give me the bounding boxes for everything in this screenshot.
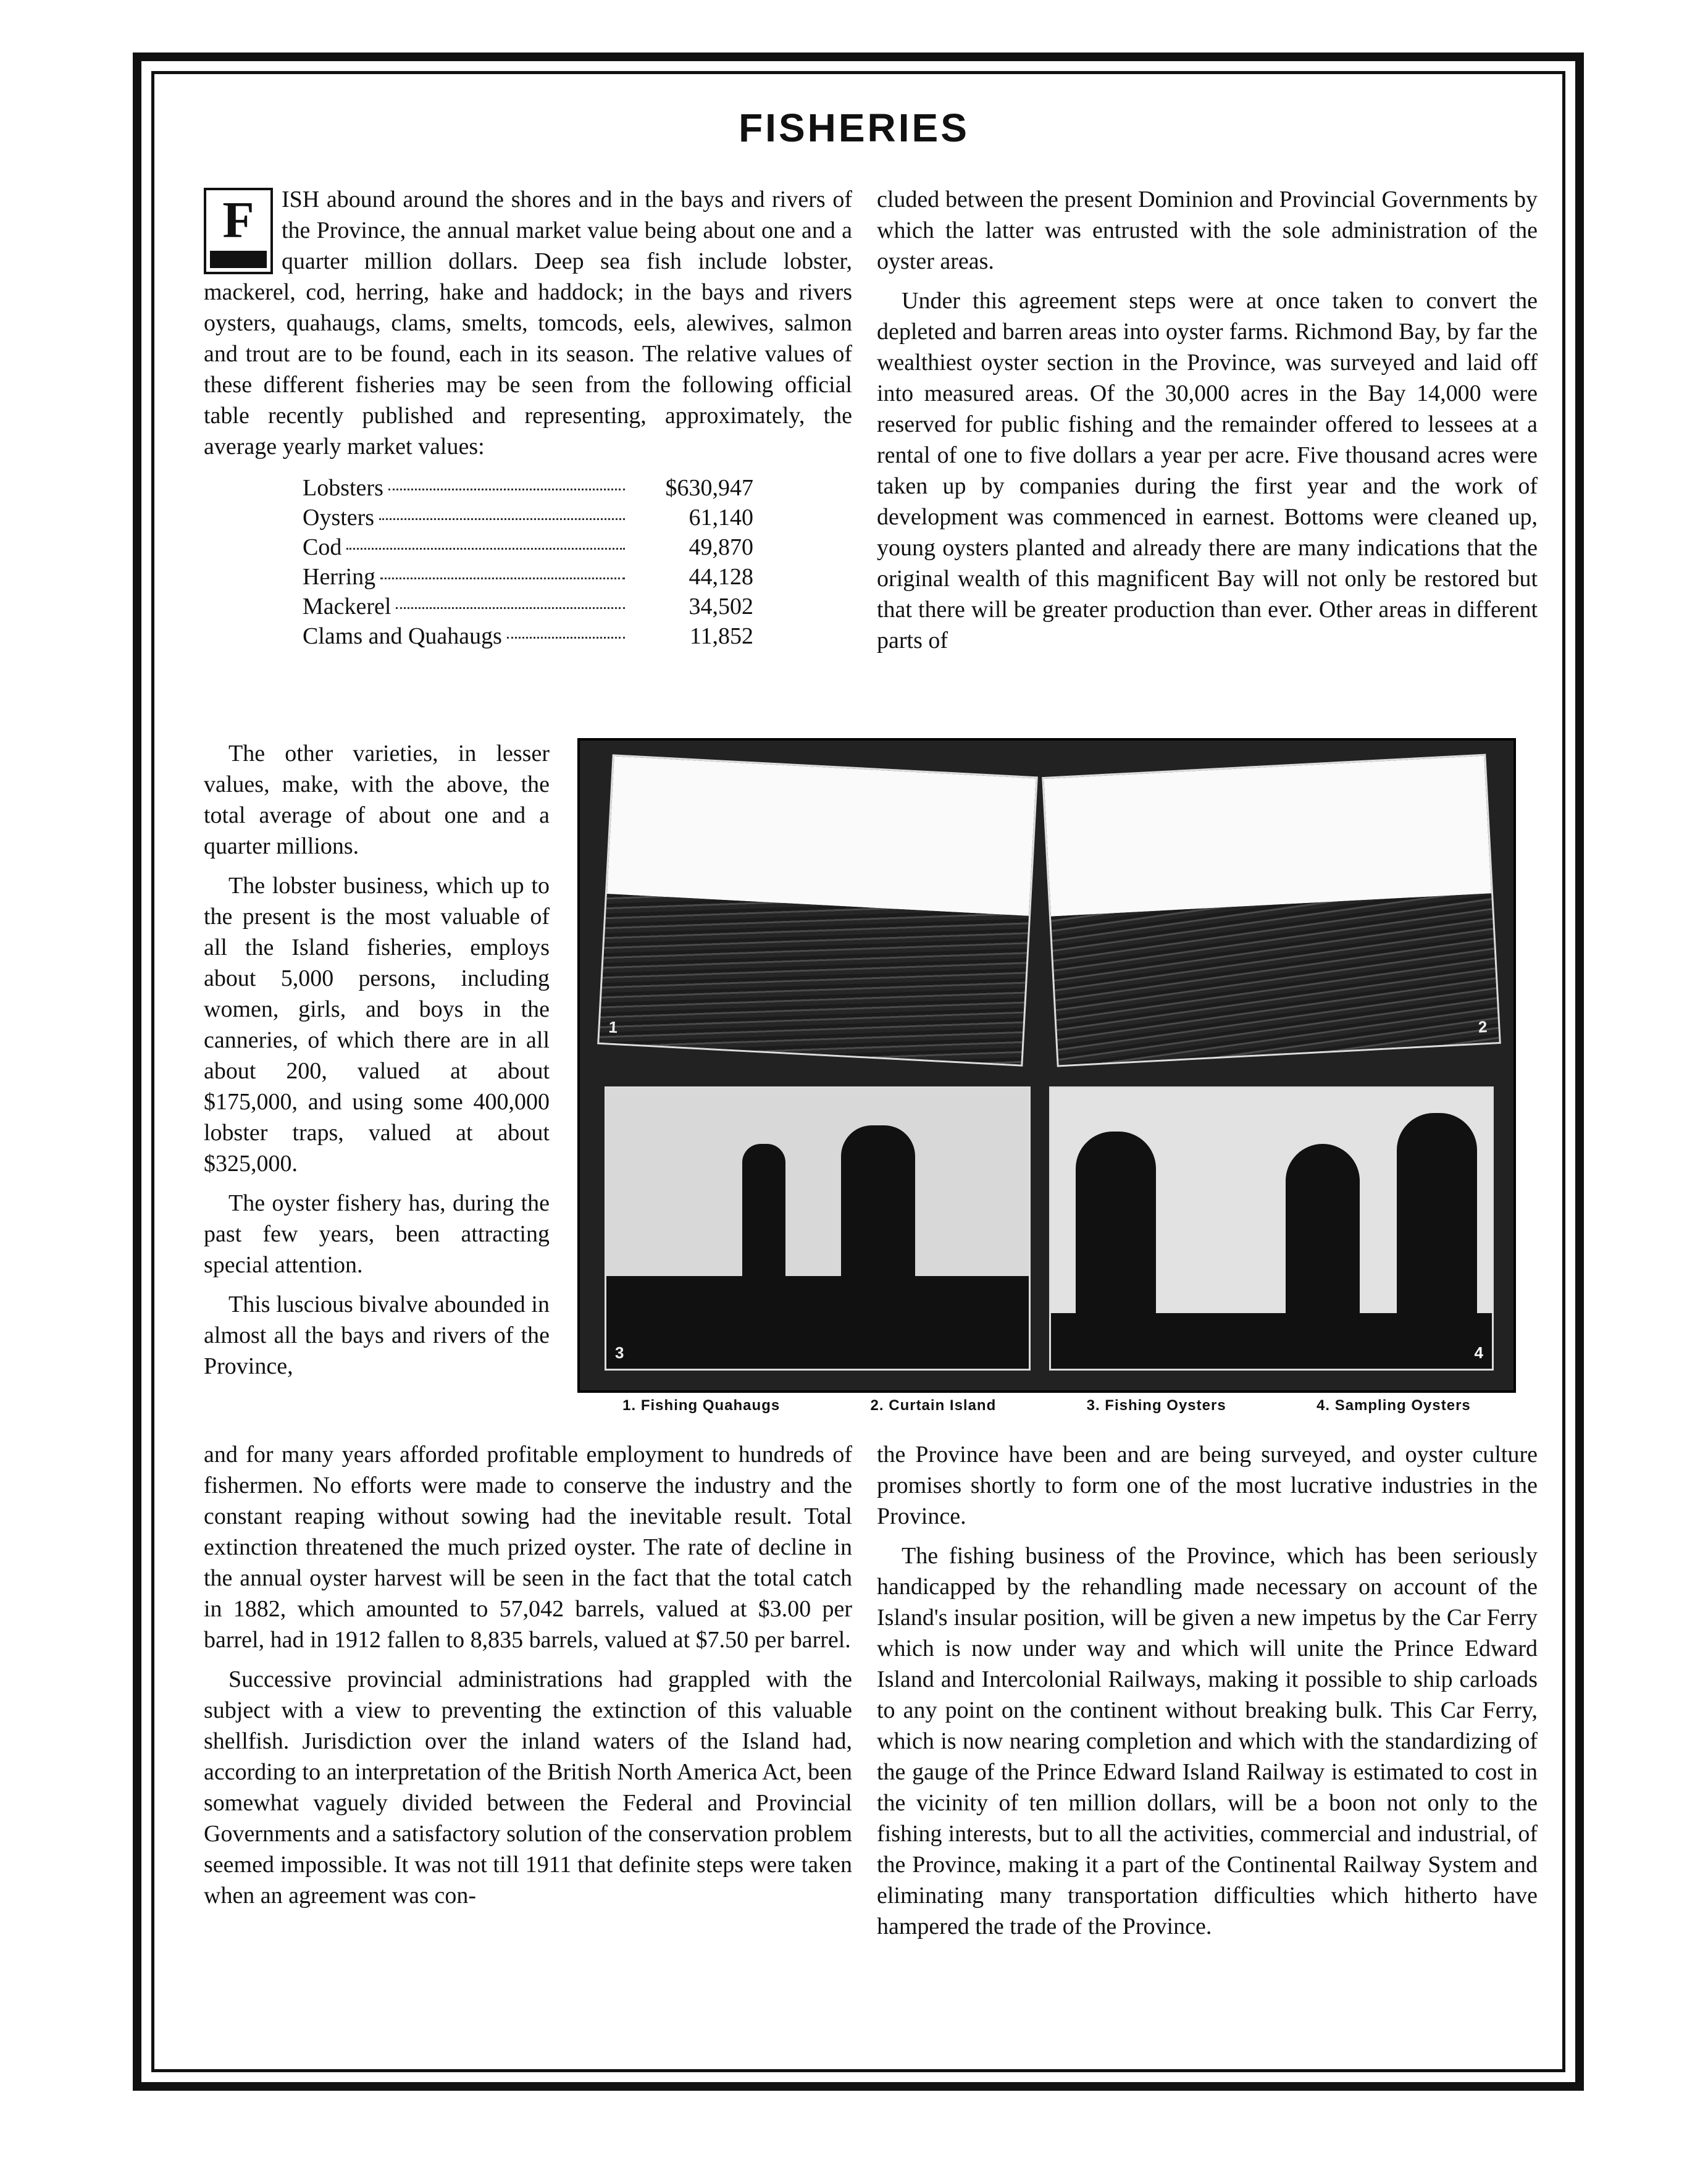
market-values-table [303, 473, 852, 651]
right-top-column [877, 184, 1538, 665]
leader-dots [388, 489, 625, 490]
bottom-left-column [204, 1439, 852, 1920]
row-value: 61,140 [689, 505, 753, 531]
paragraph: The other varieties, in lesser values, make, with the above, the total average of about one and a quarter millions. [204, 741, 550, 859]
photo-number: 3 [615, 1343, 624, 1362]
paragraph: The lobster business, which up to the present is the most valuable of all the Island fisheries, employs about 5,000 persons, including women, girls, and boys in the canneries, of which there are in all about 200, valued at about $175,000, and using some 400,000 lobster traps, valued at about $325,000. [204, 873, 550, 1177]
paragraph: Successive provincial administrations had grappled with the subject with a view to preventing the extinction of this valuable shellfish. Jurisdiction over the inland waters of the Island had, according to an interpretation of the British North America Act, been somewhat vaguely divided between the Federal and Provincial Governments and a satisfactory solution of the conservation problem seemed impossible. It was not till 1911 that definite steps were taken when an agreement was con- [204, 1666, 852, 1909]
paragraph: This luscious bivalve abounded in almost all the bays and rivers of the Province, [204, 1292, 550, 1379]
intro-paragraph: ISH abound around the shores and in the bays and rivers of the Province, the annual market value being about one and a quarter million dollars. Deep sea fish include lobster, mackerel, cod, herring, hake and haddock; in the bays and rivers oysters, quahaugs, clams, smelts, tomcods, eels, alewives, salmon and trout are to be found, each in its season. The relative values of these different fisheries may be seen from the following official table recently published and representing, approximately, the average yearly market values: [204, 187, 852, 460]
table-row [303, 562, 753, 592]
row-value: $630,947 [665, 475, 753, 501]
table-row [303, 621, 753, 651]
caption: 3. Fishing Oysters [1086, 1397, 1226, 1414]
paragraph: cluded between the present Dominion and Provincial Governments by which the latter was entrusted with the sole administration of the oyster areas. [877, 187, 1538, 274]
row-name: Mackerel [303, 594, 391, 620]
dropcap-letter: F [222, 191, 254, 249]
table-row [303, 473, 753, 503]
leader-dots [396, 607, 625, 609]
leader-dots [507, 637, 625, 639]
person-silhouette [1397, 1113, 1477, 1335]
row-name: Cod [303, 534, 342, 560]
person-silhouette [1076, 1132, 1156, 1317]
photo-collage [577, 738, 1516, 1393]
bottom-right-column [877, 1439, 1538, 1951]
photo-sampling-oysters [1049, 1086, 1494, 1371]
table-row [303, 503, 753, 532]
row-name: Herring [303, 564, 376, 590]
photo-captions [577, 1397, 1516, 1414]
page-title: FISHERIES [739, 106, 969, 150]
caption: 4. Sampling Oysters [1317, 1397, 1471, 1414]
row-name: Oysters [303, 505, 375, 531]
leader-dots [346, 548, 625, 550]
caption: 2. Curtain Island [870, 1397, 997, 1414]
leader-dots [380, 578, 625, 579]
paragraph: The oyster fishery has, during the past few years, been attracting special attention. [204, 1190, 550, 1278]
row-value: 11,852 [689, 623, 753, 649]
photo-curtain-island [1042, 754, 1501, 1067]
boat-silhouette [606, 1276, 1029, 1369]
paragraph: The fishing business of the Province, which has been seriously handicapped by the rehandling made necessary on account of the Island's insular position, will be given a new impetus by the Car Ferry which is now under way and which will unite the Prince Edward Island and Intercolonial Railways, making it possible to ship carloads to any point on the continent without breaking bulk. This Car Ferry, which is now nearing completion and which with the standardizing of the gauge of the Prince Edward Island Railway is estimated to cost in the vicinity of ten million dollars, will be a boon not only to the fishing interests, but to all the activities, commercial and industrial, of the Province, making it a part of the Continental Railway System and eliminating many transportation difficulties which hitherto have hampered the trade of the Province. [877, 1543, 1538, 1939]
row-value: 44,128 [689, 564, 753, 590]
photo-water [1051, 893, 1499, 1065]
photo-water [599, 894, 1029, 1065]
narrow-column [204, 738, 550, 1390]
paragraph: Under this agreement steps were at once taken to convert the depleted and barren areas into oyster farms. Richmond Bay, by far the wealthiest oyster section in the Province, was surveyed and laid off into measured areas. Of the 30,000 acres in the Bay 14,000 were reserved for public fishing and the remainder offered to lessees at a rental of one to five dollars a year per acre. Five thousand acres were taken up by companies during the first year and the work of development was commenced in earnest. Bottoms were cleaned up, young oysters planted and already there are many indications that the original wealth of this magnificent Bay will not only be restored but that there will be greater production than ever. Other areas in different parts of [877, 288, 1538, 653]
person-silhouette [1286, 1144, 1360, 1329]
photo-number: 1 [608, 1017, 618, 1037]
dropcap-ornament [210, 251, 267, 268]
intro-column [204, 184, 852, 663]
leader-dots [379, 518, 625, 520]
row-value: 49,870 [689, 534, 753, 560]
photo-number: 2 [1478, 1017, 1488, 1036]
dropcap [204, 188, 273, 274]
caption: 1. Fishing Quahaugs [622, 1397, 781, 1414]
row-name: Lobsters [303, 475, 383, 501]
table-row [303, 532, 753, 562]
photo-fishing-quahaugs [597, 754, 1038, 1066]
paragraph: and for many years afforded profitable employment to hundreds of fishermen. No efforts were made to conserve the industry and the constant reaping without sowing had the inevitable result. Total extinction threatened the much prized oyster. The rate of decline in the annual oyster harvest will be seen in the fact that the total catch in 1882, which amounted to 57,042 barrels, valued at $3.00 per barrel, had in 1912 fallen to 8,835 barrels, valued at $7.50 per barrel. [204, 1442, 852, 1653]
photo-sky [607, 756, 1036, 915]
photo-sky [1044, 756, 1491, 917]
photo-fishing-oysters [605, 1086, 1031, 1371]
fisherman-silhouette [841, 1125, 915, 1311]
photo-number: 4 [1474, 1343, 1483, 1362]
paragraph: the Province have been and are being surveyed, and oyster culture promises shortly to form one of the most lucrative industries in the Province. [877, 1442, 1538, 1529]
row-value: 34,502 [689, 594, 753, 620]
table-row [303, 592, 753, 621]
fisherman-silhouette [742, 1144, 785, 1304]
row-name: Clams and Quahaugs [303, 623, 502, 649]
